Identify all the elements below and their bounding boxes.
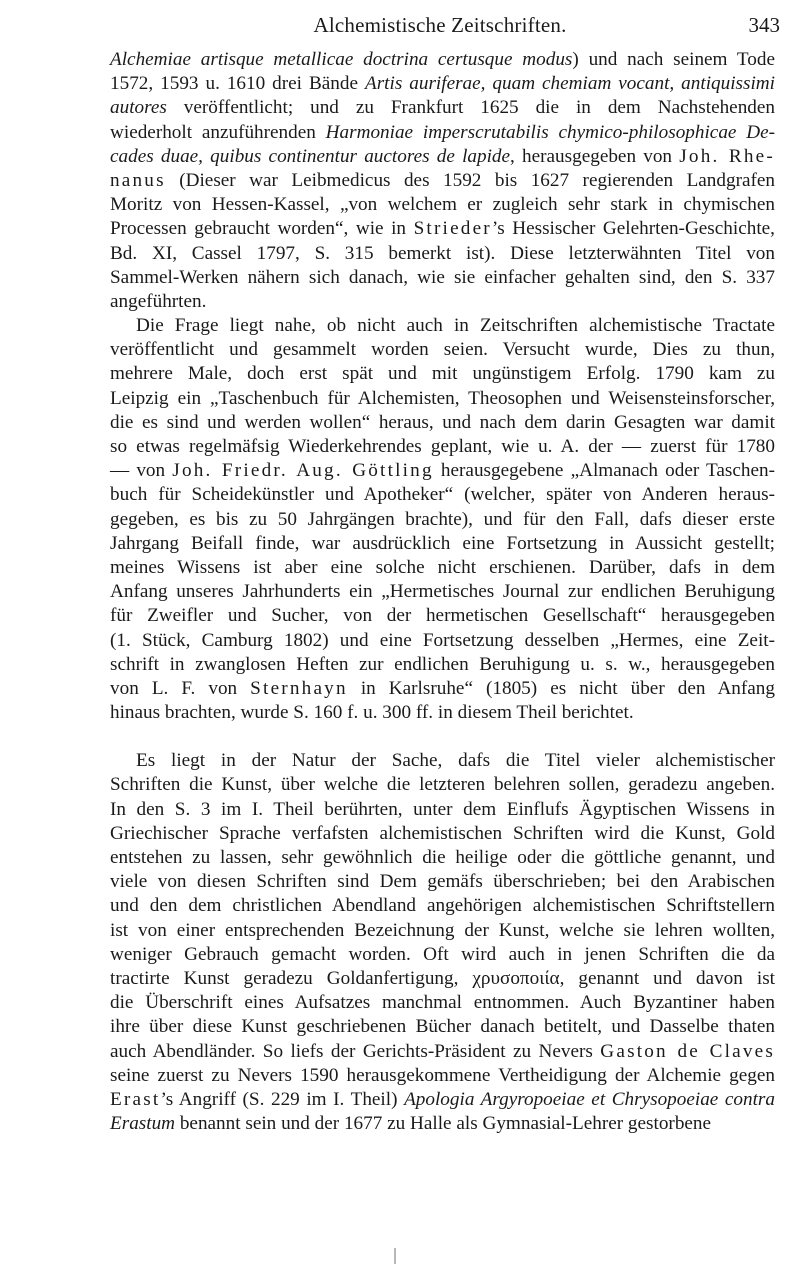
text-line: ist von einer entsprechenden Bezeichnung der Kunst, welche sie lehren wollten, — [110, 919, 775, 941]
text-line: viele von diesen Schriften sind Dem gemäfs überschrieben; bei den Arabischen — [110, 871, 775, 893]
paragraph-gap — [110, 725, 775, 749]
text-line: — von Joh. Friedr. Aug. Göttling herausgegebene „Almanach oder Taschen- — [110, 460, 776, 482]
text-line: weniger Gebrauch gemacht worden. Oft wird auch in jenen Schriften die da — [110, 943, 775, 965]
text-line: nanus (Dieser war Leibmedicus des 1592 bis 1627 regierenden Landgrafen — [110, 169, 775, 191]
text-line: wiederholt anzuführenden Harmoniae imperscrutabilis chymico-philosophicae De- — [110, 121, 775, 143]
text-line: Bd. XI, Cassel 1797, S. 315 bemerkt ist). Diese letzterwähnten Titel von — [110, 242, 775, 264]
text-line: gegeben, es bis zu 50 Jahrgängen brachte), und für den Fall, dafs dieser erste — [110, 508, 775, 530]
text-line: entstehen zu lassen, sehr gewöhnlich die heilige oder die göttliche genannt, und — [110, 847, 775, 868]
paragraph-2 — [110, 314, 775, 725]
text-line: Griechischer Sprache verfafsten alchemistischen Schriften wird die Kunst, Gold — [110, 822, 775, 844]
page-header — [100, 10, 780, 40]
text-line: 1572, 1593 u. 1610 drei Bände Artis auriferae, quam chemiam vocant, antiquissimi — [110, 73, 775, 95]
text-line: Es liegt in der Natur der Sache, dafs die Titel vieler alchemistischer — [136, 750, 775, 772]
text-line: ihre über diese Kunst geschriebenen Bücher danach betitelt, und Dasselbe thaten — [110, 1016, 775, 1038]
text-line: angeführten. — [110, 290, 207, 312]
running-title: Alchemistische Zeitschriften. — [313, 13, 567, 37]
page-number: 343 — [748, 13, 780, 37]
text-line: Erastum benannt sein und der 1677 zu Halle als Gymnasial-Lehrer gestorbene — [110, 1113, 712, 1135]
text-line: Leipzig ein „Taschenbuch für Alchemisten, Theosophen und Weisensteinsforscher, — [110, 387, 775, 409]
text-line: Erast’s Angriff (S. 229 im I. Theil) Apologia Argyropoeiae et Chrysopoeiae contra — [110, 1088, 775, 1110]
text-line: mehrere Male, doch erst spät und mit ungünstigem Erfolg. 1790 kam zu — [110, 363, 775, 385]
text-line: und den dem christlichen Abendland angehörigen alchemistischen Schriftstellern — [110, 895, 775, 917]
text-line: meines Wissens ist aber eine solche nicht erschienen. Darüber, dafs in dem — [110, 556, 775, 578]
body-text — [110, 48, 775, 1136]
text-line: für Zweifler und Sucher, von der hermetischen Gesellschaft“ herausgegeben — [110, 605, 775, 627]
text-line: veröffentlicht und gesammelt worden seien. Versucht wurde, Dies zu thun, — [110, 339, 775, 361]
text-line: Sammel-Werken nähern sich danach, wie sie einfacher gehalten sind, den S. 337 — [110, 266, 775, 288]
text-line: schrift in zwanglosen Heften zur endlichen Beruhigung u. s. w., herausgegeben — [110, 653, 775, 675]
text-line: hinaus brachten, wurde S. 160 f. u. 300 ff. in diesem Theil berichtet. — [110, 702, 634, 724]
text-line: In den S. 3 im I. Theil berührten, unter dem Einflufs Ägyptischen Wissens in — [110, 798, 775, 820]
text-line: die es sind und werden wollen“ heraus, und nach dem darin Gesagten war damit — [110, 411, 775, 433]
text-line: so etwas regelmäfsig Wiederkehrendes geplant, wie u. A. der — zuerst für 1780 — [110, 436, 775, 457]
text-line: die Überschrift eines Aufsatzes manchmal entnommen. Auch Byzantiner haben — [110, 992, 775, 1014]
text-line: Jahrgang Beifall finde, war ausdrücklich eine Fortsetzung in Aussicht gestellt; — [110, 532, 775, 554]
text-line: cades duae, quibus continentur auctores de lapide, herausgegeben von Joh. Rhe- — [110, 145, 775, 167]
text-line: autores veröffentlicht; und zu Frankfurt 1625 die in dem Nachstehenden — [110, 97, 775, 119]
text-line: tractirte Kunst geradezu Goldanfertigung, χρυσοποιία, genannt und davon ist — [110, 967, 775, 989]
text-line: Die Frage liegt nahe, ob nicht auch in Zeitschriften alchemistische Tractate — [136, 315, 775, 337]
text-line: auch Abendländer. So liefs der Gerichts-Präsident zu Nevers Gaston de Claves — [110, 1040, 775, 1062]
paragraph-3 — [110, 749, 775, 1136]
text-line: Moritz von Hessen-Kassel, „von welchem er zugleich sehr stark in chymischen — [110, 194, 775, 216]
text-line: Anfang unseres Jahrhunderts ein „Hermetisches Journal zur endlichen Beruhigung — [110, 581, 775, 603]
scan-mark — [394, 1248, 396, 1264]
text-line: buch für Scheidekünstler und Apotheker“ (welcher, später von Anderen heraus- — [110, 484, 775, 506]
text-line: Alchemiae artisque metallicae doctrina certusque modus) und nach seinem Tode — [110, 49, 775, 70]
text-line: seine zuerst zu Nevers 1590 herausgekommene Vertheidigung der Alchemie gegen — [110, 1064, 775, 1086]
text-line: von L. F. von Sternhayn in Karlsruhe“ (1805) es nicht über den Anfang — [110, 677, 775, 699]
paragraph-1 — [110, 48, 775, 314]
text-line: Schriften die Kunst, über welche die letzteren belehren sollen, geradezu angeben. — [110, 774, 775, 796]
text-line: Processen gebraucht worden“, wie in Strieder’s Hessischer Gelehrten-Geschichte, — [110, 218, 775, 240]
text-line: (1. Stück, Camburg 1802) und eine Fortsetzung desselben „Hermes, eine Zeit- — [110, 629, 775, 651]
